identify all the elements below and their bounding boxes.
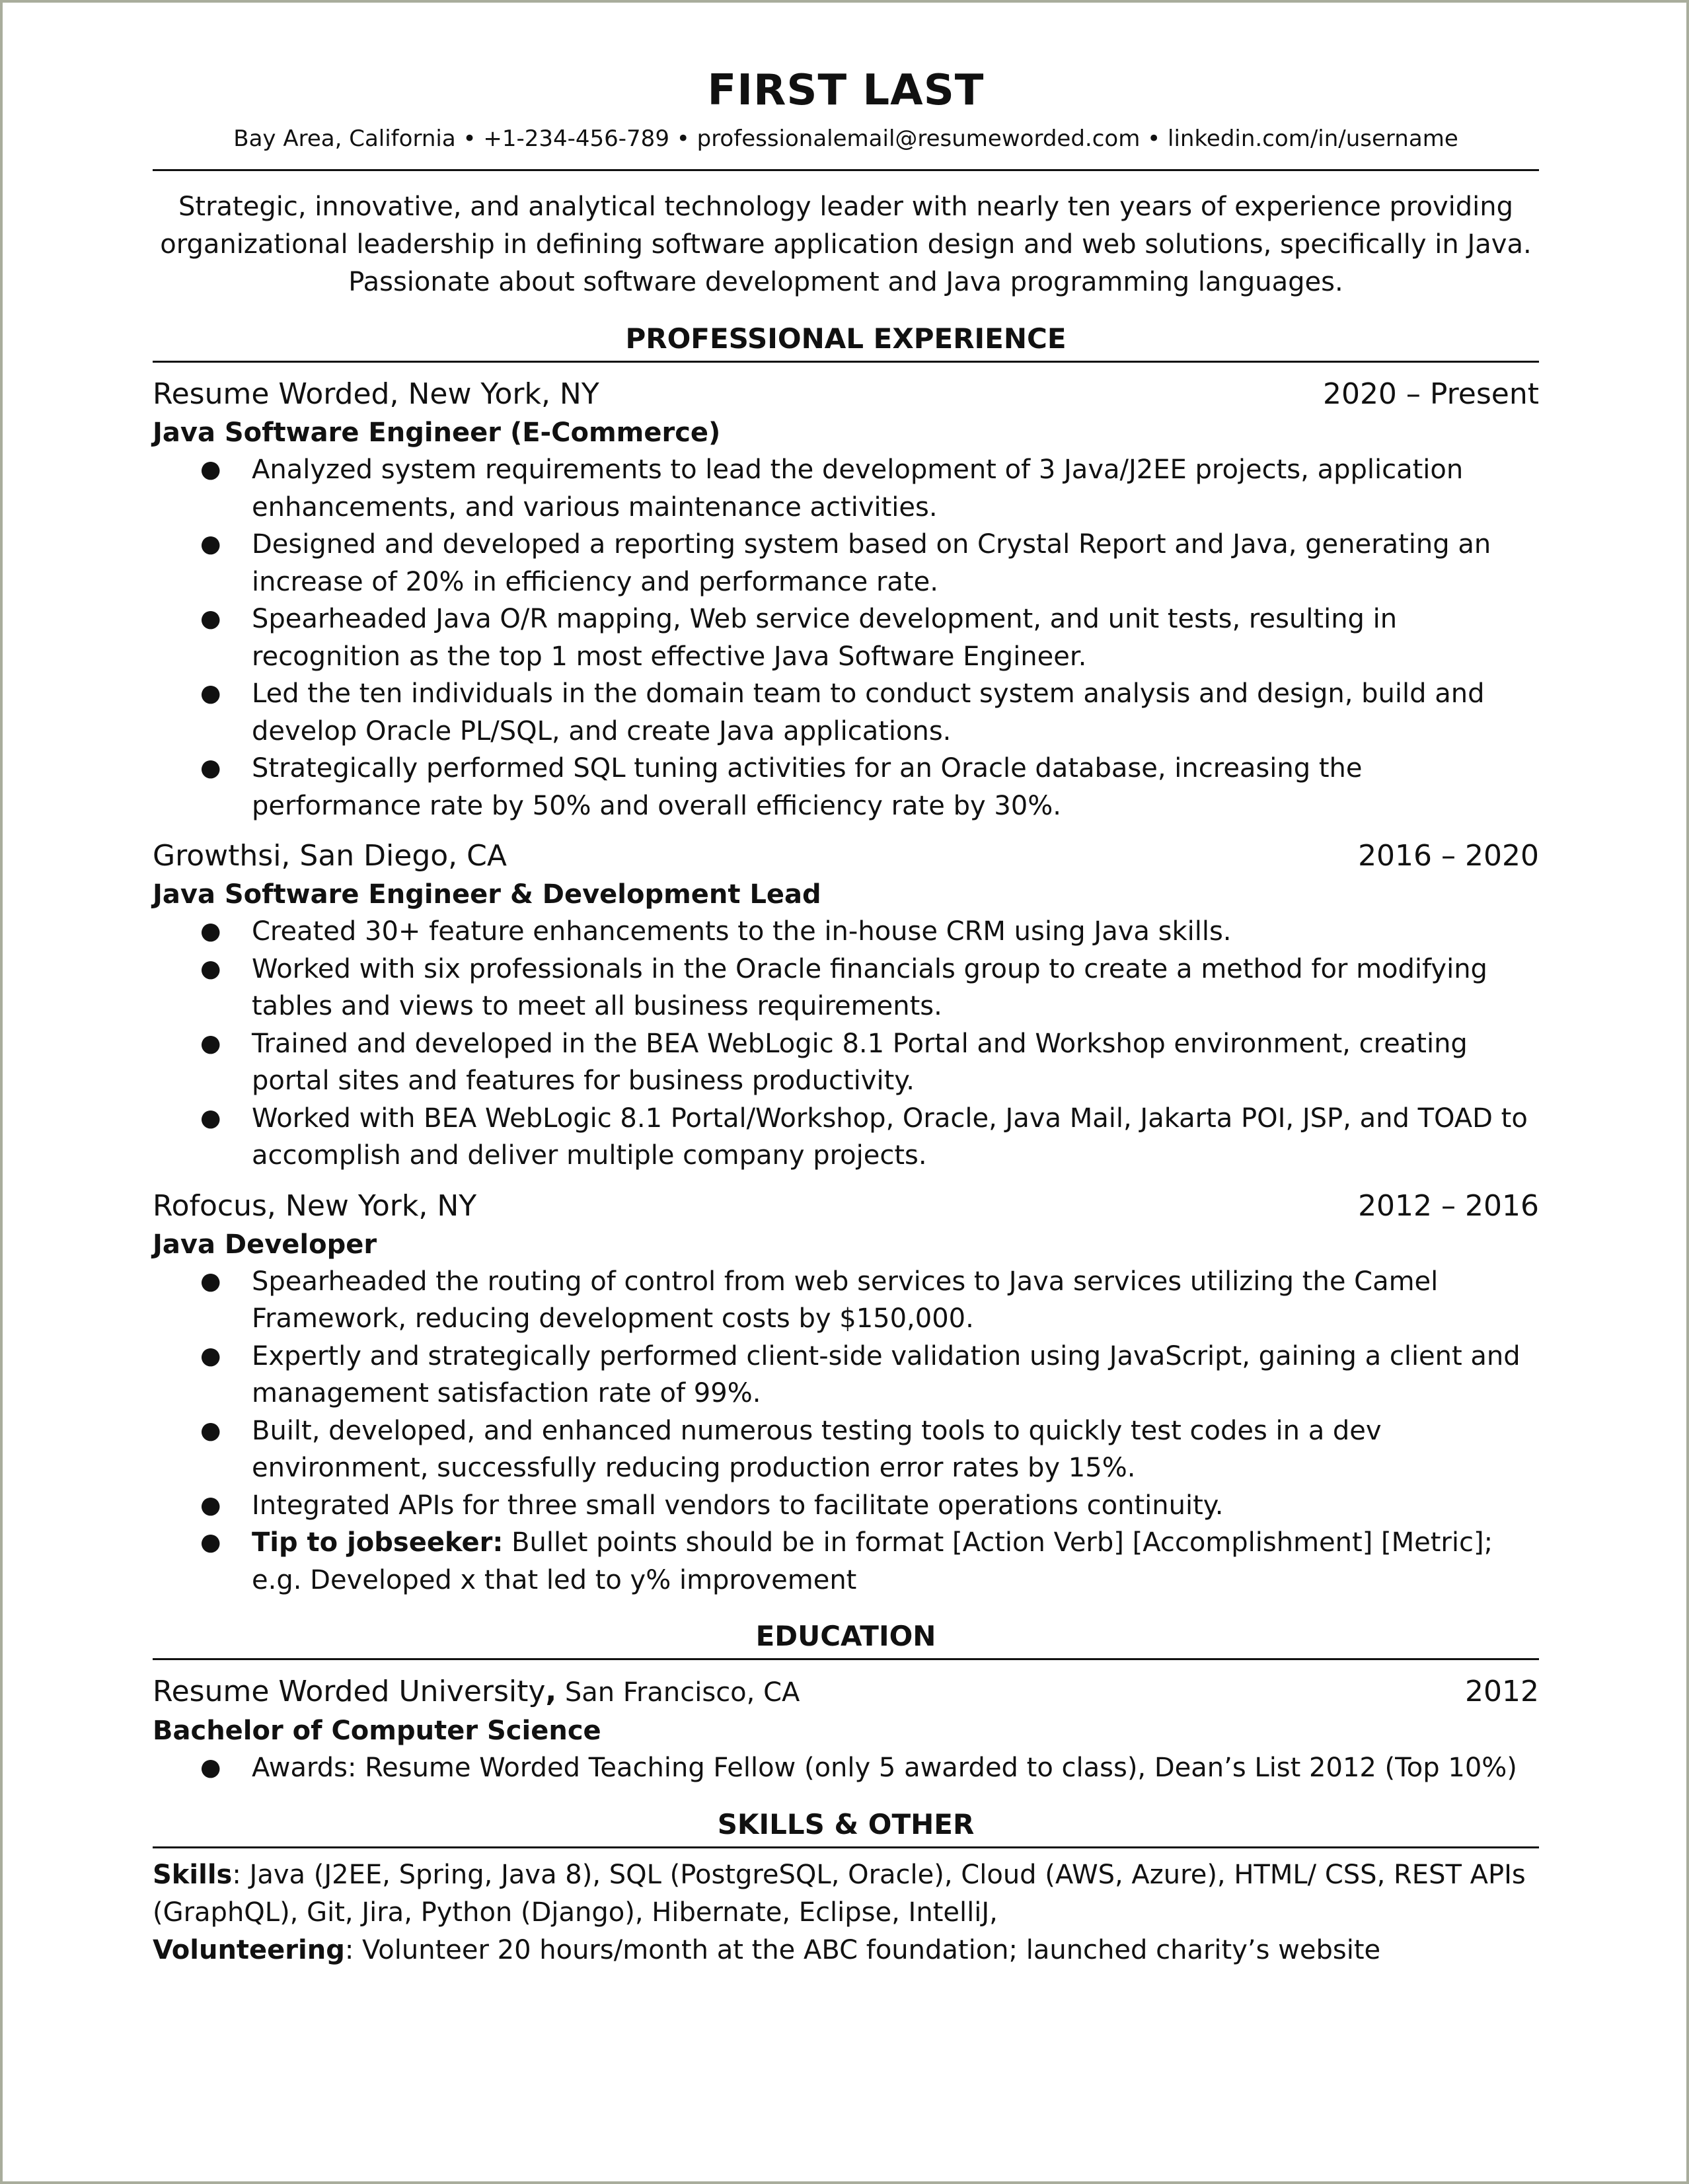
job-title: Java Software Engineer (E-Commerce): [153, 418, 721, 448]
bullet-icon: ●: [200, 530, 221, 558]
section-title-education: EDUCATION: [755, 1620, 936, 1652]
job-header: [153, 375, 1539, 414]
skills-line: [153, 1856, 1539, 1932]
bullet-icon: ●: [200, 955, 221, 982]
education-comma: ,: [545, 1675, 557, 1708]
section-title-experience: PROFESSIONAL EXPERIENCE: [625, 322, 1067, 355]
bullet-text: Led the ten individuals in the domain team to conduct system analysis and design, build and develop Oracle PL/SQL, and create Java applications.: [252, 678, 1485, 746]
bullet-item: [153, 675, 1539, 750]
bullet-item: [153, 601, 1539, 675]
bullet-text: Built, developed, and enhanced numerous testing tools to quickly test codes in a dev environment, successfully reducing production error rates by 15%.: [252, 1415, 1382, 1483]
job-dates: 2012 – 2016: [1358, 1188, 1539, 1223]
job-company: Rofocus, New York, NY: [153, 1188, 477, 1223]
job-entry: [153, 1186, 1539, 1599]
education-year: 2012: [1465, 1675, 1539, 1708]
bullet-item: [153, 1487, 1539, 1525]
job-title: Java Developer: [153, 1229, 377, 1260]
job-company: Growthsi, San Diego, CA: [153, 839, 507, 873]
skills-divider: [153, 1846, 1539, 1848]
education-divider: [153, 1658, 1539, 1660]
bullet-item: [153, 1749, 1539, 1787]
bullet-icon: ●: [200, 1342, 221, 1369]
job-dates: 2016 – 2020: [1358, 839, 1539, 873]
job-dates: 2020 – Present: [1322, 377, 1539, 411]
bullet-icon: ●: [200, 1267, 221, 1295]
bullet-text: Created 30+ feature enhancements to the in-house CRM using Java skills.: [252, 916, 1232, 947]
job-title: Java Software Engineer & Development Lead: [153, 879, 821, 910]
job-company: Resume Worded, New York, NY: [153, 377, 599, 411]
experience-divider: [153, 361, 1539, 363]
education-awards: Awards: Resume Worded Teaching Fellow (only 5 awarded to class), Dean’s List 2012 (Top 10%): [252, 1753, 1517, 1783]
bullet-icon: ●: [200, 1416, 221, 1444]
education-degree: Bachelor of Computer Science: [153, 1716, 601, 1746]
bullet-item: [153, 526, 1539, 601]
bullet-icon: ●: [200, 456, 221, 483]
job-entry: [153, 836, 1539, 1175]
bullet-item: [153, 913, 1539, 951]
job-bullets: [153, 451, 1539, 824]
volunteering-label: Volunteering: [153, 1934, 345, 1965]
resume-content: [153, 61, 1539, 1969]
education-entry: [153, 1672, 1539, 1787]
education-location: San Francisco, CA: [556, 1677, 800, 1708]
tip-bullet: [153, 1524, 1539, 1599]
bullet-icon: ●: [200, 1029, 221, 1057]
skills-block: [153, 1856, 1539, 1969]
bullet-text: Worked with BEA WebLogic 8.1 Portal/Workshop, Oracle, Java Mail, Jakarta POI, JSP, and TOAD to accomplish and deliver multiple company projects.: [252, 1103, 1528, 1171]
bullet-item: [153, 1338, 1539, 1412]
bullet-text: Spearheaded the routing of control from web services to Java services utilizing the Camel Framework, reducing development costs by $150,000.: [252, 1266, 1439, 1334]
section-title-skills: SKILLS & OTHER: [717, 1807, 975, 1840]
bullet-item: [153, 951, 1539, 1025]
bullet-text: Designed and developed a reporting system based on Crystal Report and Java, generating an increase of 20% in efficiency and performance rate.: [252, 529, 1491, 597]
bullet-text: Worked with six professionals in the Oracle financials group to create a method for modifying tables and views to meet all business requirements.: [252, 953, 1487, 1021]
education-school-line: [153, 1672, 800, 1712]
skills-text: : Java (J2EE, Spring, Java 8), SQL (PostgreSQL, Oracle), Cloud (AWS, Azure), HTML/ CSS, REST APIs (GraphQL), Git, Jira, Python (Django), Hibernate, Eclipse, IntelliJ,: [153, 1859, 1526, 1928]
bullet-icon: ●: [200, 605, 221, 632]
candidate-name: FIRST LAST: [707, 66, 985, 115]
bullet-text: Analyzed system requirements to lead the development of 3 Java/J2EE projects, application enhancements, and various maintenance activities.: [252, 455, 1464, 523]
bullet-text: Strategically performed SQL tuning activities for an Oracle database, increasing the performance rate by 50% and overall efficiency rate by 30%.: [252, 753, 1363, 821]
bullet-text: Trained and developed in the BEA WebLogic 8.1 Portal and Workshop environment, creating portal sites and features for business productivity.: [252, 1028, 1468, 1096]
bullet-icon: ●: [200, 1104, 221, 1132]
education-bullets: [153, 1749, 1539, 1787]
bullet-text: Integrated APIs for three small vendors to facilitate operations continuity.: [252, 1490, 1224, 1521]
header-divider: [153, 169, 1539, 171]
bullet-item: [153, 1412, 1539, 1487]
job-header: [153, 836, 1539, 876]
bullet-icon: ●: [200, 1491, 221, 1519]
summary-paragraph: Strategic, innovative, and analytical technology leader with nearly ten years of experience providing organizational leadership in defining software application design and web solutions, specifically in Java. Passionate about software development and Java programming languages.: [160, 192, 1532, 297]
bullet-text: Spearheaded Java O/R mapping, Web service development, and unit tests, resulting in recognition as the top 1 most effective Java Software Engineer.: [252, 604, 1398, 672]
volunteering-text: : Volunteer 20 hours/month at the ABC foundation; launched charity’s website: [344, 1934, 1381, 1965]
bullet-item: [153, 451, 1539, 526]
education-school: Resume Worded University: [153, 1675, 546, 1708]
bullet-item: [153, 1263, 1539, 1338]
bullet-icon: ●: [200, 680, 221, 707]
bullet-icon: ●: [200, 918, 221, 945]
contact-line: Bay Area, California • +1-234-456-789 • professionalemail@resumeworded.com • linkedin.com/in/username: [233, 126, 1458, 152]
volunteering-line: [153, 1932, 1539, 1969]
tip-label: Tip to jobseeker:: [252, 1527, 504, 1558]
skills-label: Skills: [153, 1859, 233, 1890]
job-entry: [153, 375, 1539, 824]
education-header: [153, 1672, 1539, 1712]
bullet-icon: ●: [200, 1529, 221, 1556]
bullet-text: Expertly and strategically performed client-side validation using JavaScript, gaining a client and management satisfaction rate of 99%.: [252, 1340, 1520, 1408]
job-bullets: [153, 913, 1539, 1175]
tip-text: Bullet points should be in format [Action Verb] [Accomplishment] [Metric]; e.g. Developed x that led to y% improvement: [252, 1527, 1493, 1595]
job-bullets: [153, 1263, 1539, 1599]
bullet-icon: ●: [200, 754, 221, 782]
bullet-item: [153, 1025, 1539, 1100]
bullet-icon: ●: [200, 1754, 221, 1781]
job-header: [153, 1186, 1539, 1226]
bullet-item: [153, 1100, 1539, 1175]
bullet-item: [153, 750, 1539, 824]
